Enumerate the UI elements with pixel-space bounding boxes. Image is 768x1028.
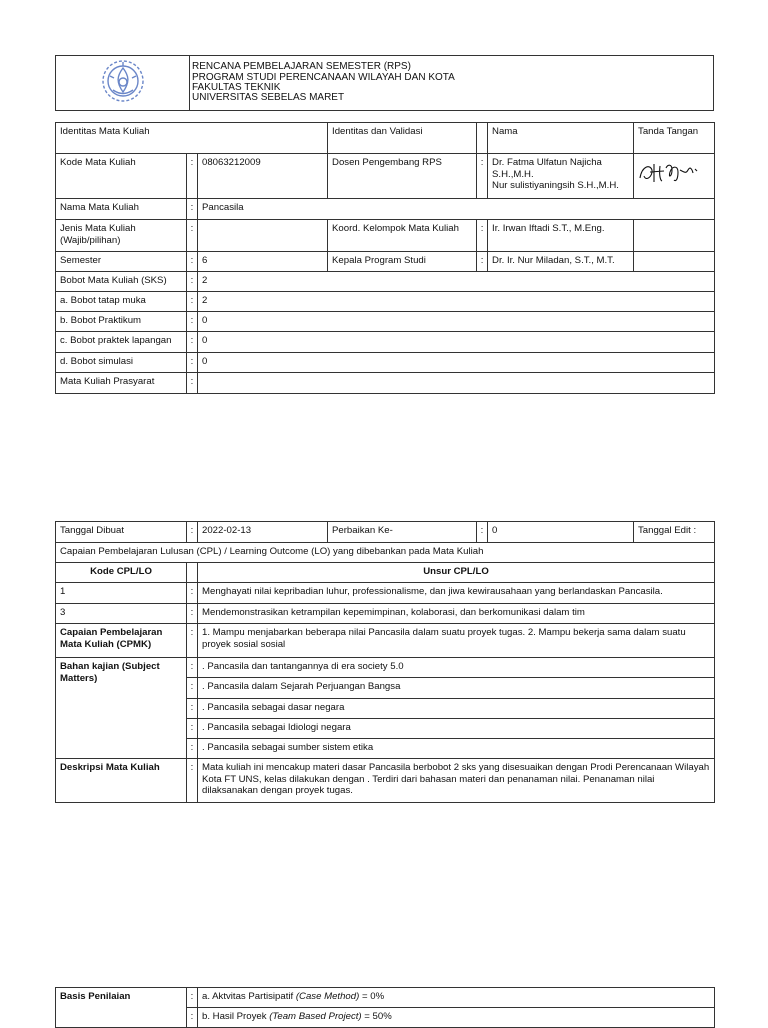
perbaikan-label: Perbaikan Ke- [328,522,477,543]
header-line: UNIVERSITAS SEBELAS MARET [192,92,345,104]
cpmk-label: Capaian Pembelajaran Mata Kuliah (CPMK) [56,624,187,658]
blank-cell [187,563,198,583]
header-line: FAKULTAS TEKNIK [192,82,281,93]
colon: : [187,272,198,292]
colon: : [477,220,488,252]
logo-cell [56,56,190,111]
bahan-kajian-item: . Pancasila dalam Sejarah Perjuangan Bangsa [198,678,715,699]
nama-mk-label: Nama Mata Kuliah [56,199,187,220]
cpl-section-title: Capaian Pembelajaran Lulusan (CPL) / Learning Outcome (LO) yang dibebankan pada Mata Kuliah [56,543,715,563]
basis-item-method: (Case Method) [295,991,360,1002]
colon: : [187,373,198,394]
colon: : [187,719,198,739]
cpl-kode: 1 [56,583,187,604]
bahan-kajian-item: . Pancasila sebagai Idiologi negara [198,719,715,739]
nama-header: Nama [488,123,634,154]
colon: : [187,292,198,312]
header-table [55,55,714,111]
kode-cpl-header: Kode CPL/LO [56,563,187,583]
bahan-kajian-item: . Pancasila dan tantangannya di era society 5.0 [198,658,715,678]
perbaikan-value: 0 [488,522,634,543]
colon: : [187,583,198,604]
tanda-tangan-header: Tanda Tangan [634,123,715,154]
tatap-muka-value: 2 [198,292,715,312]
jenis-label: Jenis Mata Kuliah (Wajib/pilihan) [56,220,187,252]
basis-item-prefix: a. Aktvitas Partisipatif [202,991,296,1002]
colon: : [187,252,198,272]
tanggal-dibuat-value: 2022-02-13 [198,522,328,543]
basis-penilaian-label: Basis Penilaian [56,988,187,1028]
dosen-name: Dr. Fatma Ulfatun Najicha S.H.,M.H. [492,157,602,180]
kaprodi-label: Kepala Program Studi [328,252,477,272]
deskripsi-value: Mata kuliah ini mencakup materi dasar Pancasila berbobot 2 sks yang disesuaikan dengan Prodi Perencanaan Wilayah Kota FT UNS, kelas dilakukan dengan . Terdiri dari bahasan materi dan penanaman nilai. Penanaman nilai dilaksanakan dengan proyek tugas. [198,759,715,803]
colon: : [187,678,198,699]
dosen-label: Dosen Pengembang RPS [328,154,477,199]
unsur-cpl-header: Unsur CPL/LO [198,563,715,583]
colon: : [187,522,198,543]
basis-penilaian-table [55,987,715,1028]
bahan-kajian-item: . Pancasila sebagai sumber sistem etika [198,739,715,759]
header-title [190,56,714,111]
university-seal-icon [98,56,148,106]
semester-label: Semester [56,252,187,272]
cpmk-value: 1. Mampu menjabarkan beberapa nilai Pancasila dalam suatu proyek tugas. 2. Mampu bekerja sama dalam suatu proyek sosial sosial [198,624,715,658]
colon: : [187,699,198,719]
semester-value: 6 [198,252,328,272]
basis-item-suffix: = 0% [359,991,385,1002]
cpl-unsur: Mendemonstrasikan ketrampilan kepemimpinan, kolaborasi, dan berkomunikasi dalam tim [198,604,715,624]
dosen-names [488,154,634,199]
colon: : [187,332,198,353]
tanggal-dibuat-label: Tanggal Dibuat [56,522,187,543]
header-line: PROGRAM STUDI PERENCANAAN WILAYAH DAN KOTA [192,71,455,83]
colon: : [187,220,198,252]
sks-value: 2 [198,272,715,292]
identitas-header: Identitas Mata Kuliah [56,123,328,154]
praktek-lapangan-label: c. Bobot praktek lapangan [56,332,187,353]
kode-value: 08063212009 [198,154,328,199]
basis-item-method: (Team Based Project) [269,1011,362,1022]
basis-item-prefix: b. Hasil Proyek [202,1011,270,1022]
header-line: RENCANA PEMBELAJARAN SEMESTER (RPS) [192,61,411,73]
bahan-kajian-label: Bahan kajian (Subject Matters) [56,658,187,759]
colon: : [477,252,488,272]
validasi-header: Identitas dan Validasi [328,123,477,154]
basis-item [198,988,715,1008]
prasyarat-value [198,373,715,394]
bahan-kajian-item: . Pancasila sebagai dasar negara [198,699,715,719]
colon: : [477,154,488,199]
deskripsi-label: Deskripsi Mata Kuliah [56,759,187,803]
kode-label: Kode Mata Kuliah [56,154,187,199]
blank-cell [477,123,488,154]
nama-mk-value: Pancasila [198,199,715,220]
tatap-muka-label: a. Bobot tatap muka [56,292,187,312]
cpl-kode: 3 [56,604,187,624]
praktikum-label: b. Bobot Praktikum [56,312,187,332]
colon: : [187,988,198,1008]
colon: : [187,739,198,759]
cpl-table [55,521,715,803]
colon: : [187,353,198,373]
colon: : [187,154,198,199]
tanggal-edit-label: Tanggal Edit : [634,522,715,543]
colon: : [187,624,198,658]
kaprodi-signature [634,252,715,272]
colon: : [187,1008,198,1028]
colon: : [477,522,488,543]
simulasi-value: 0 [198,353,715,373]
basis-item-suffix: = 50% [361,1011,392,1022]
koord-signature [634,220,715,252]
signature-cell [634,154,715,199]
sks-label: Bobot Mata Kuliah (SKS) [56,272,187,292]
basis-item [198,1008,715,1028]
cpl-unsur: Menghayati nilai kepribadian luhur, professionalisme, dan jiwa kewirausahaan yang berlandaskan Pancasila. [198,583,715,604]
praktek-lapangan-value: 0 [198,332,715,353]
colon: : [187,199,198,220]
simulasi-label: d. Bobot simulasi [56,353,187,373]
kaprodi-name: Dr. Ir. Nur Miladan, S.T., M.T. [488,252,634,272]
prasyarat-label: Mata Kuliah Prasyarat [56,373,187,394]
colon: : [187,759,198,803]
koord-label: Koord. Kelompok Mata Kuliah [328,220,477,252]
dosen-name: Nur sulistiyaningsih S.H.,M.H. [492,180,619,191]
praktikum-value: 0 [198,312,715,332]
colon: : [187,312,198,332]
identity-table [55,122,715,394]
signature-icon [638,160,700,188]
jenis-value [198,220,328,252]
koord-name: Ir. Irwan Iftadi S.T., M.Eng. [488,220,634,252]
colon: : [187,658,198,678]
colon: : [187,604,198,624]
